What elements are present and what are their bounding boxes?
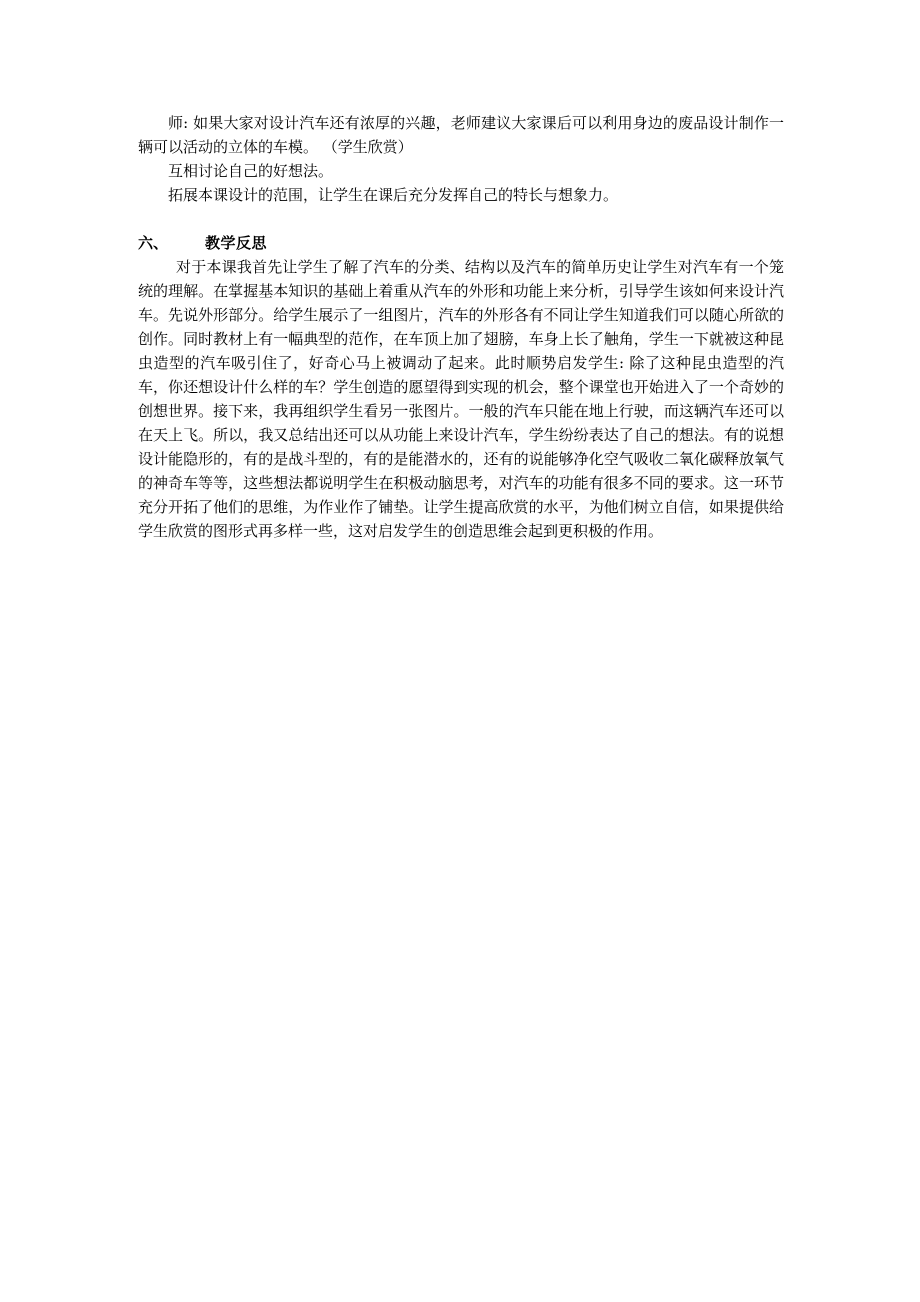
paragraph-teacher-suggestion: 师: 如果大家对设计汽车还有浓厚的兴趣，老师建议大家课后可以利用身边的废品设计制作一辆可以活动的立体的车模。 （学生欣赏） <box>138 114 784 156</box>
document-body <box>138 111 784 543</box>
paragraph-extension: 拓展本课设计的范围，让学生在课后充分发挥自己的特长与想象力。 <box>168 186 619 204</box>
section-heading <box>138 231 784 255</box>
paragraph-discussion: 互相讨论自己的好想法。 <box>168 162 334 180</box>
paragraph-reflection: 对于本课我首先让学生了解了汽车的分类、结构以及汽车的简单历史让学生对汽车有一个笼统的理解。在掌握基本知识的基础上着重从汽车的外形和功能上来分析，引导学生该如何来设计汽车。先说外形部分。给学生展示了一组图片，汽车的外形各有不同让学生知道我们可以随心所欲的创作。同时教材上有一幅典型的范作，在车顶上加了翅膀，车身上长了触角，学生一下就被这种昆虫造型的汽车吸引住了，好奇心马上被调动了起来。此时顺势启发学生: 除了这种昆虫造型的汽车，你还想设计什么样的车？学生创造的愿望得到实现的机会，整个课堂也开始进入了一个奇妙的创想世界。接下来，我再组织学生看另一张图片。一般的汽车只能在地上行驶，而这辆汽车还可以在天上飞。所以，我又总结出还可以从功能上来设计汽车，学生纷纷表达了自己的想法。有的说想设计能隐形的，有的是战斗型的，有的是能潜水的，还有的说能够净化空气吸收二氧化碳释放氧气的神奇车等等，这些想法都说明学生在积极动脑思考，对汽车的功能有很多不同的要求。这一环节充分开拓了他们的思维，为作业作了铺垫。让学生提高欣赏的水平，为他们树立自信，如果提供给学生欣赏的图形式再多样一些，这对启发学生的创造思维会起到更积极的作用。 <box>138 258 784 540</box>
section-gap <box>138 207 784 231</box>
section-number: 六、 <box>138 234 169 252</box>
section-title: 教学反思 <box>205 234 268 252</box>
